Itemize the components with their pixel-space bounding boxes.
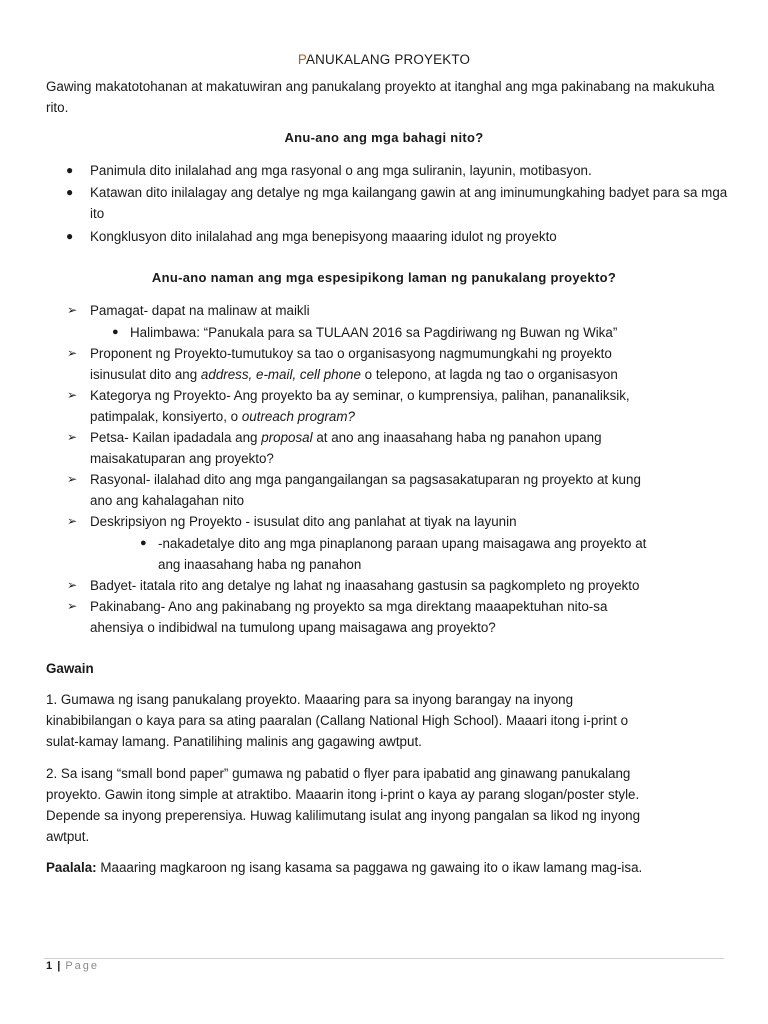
list-item-text: ano ang kahalagahan nito xyxy=(90,493,245,508)
list-item xyxy=(67,575,730,596)
list-item-text: Panimula dito inilalahad ang mga rasyonal o ang mga suliranin, layunin, motibasyon. xyxy=(90,163,592,178)
list-item-text: Halimbawa: “Panukala para sa TULAAN 2016 sa Pagdiriwang ng Buwan ng Wika” xyxy=(130,325,618,340)
footer-divider xyxy=(44,958,724,959)
paragraph-line: kinabibilangan o kaya para sa ating paaralan (Callang National High School). Maaari itong i-print o xyxy=(46,713,629,728)
list-item-text: Rasyonal- ilalahad dito ang mga pangangailangan sa pagsasakatuparan ng proyekto at kung xyxy=(90,472,641,487)
page-number: 1 xyxy=(46,960,54,972)
list-item-text: Badyet- itatala rito ang detalye ng lahat ng inaasahang gastusin sa pagkompleto ng proyekto xyxy=(90,578,640,593)
paragraph-line: sulat-kamay lamang. Panatilihing malinis ang gagawing awtput. xyxy=(46,734,422,749)
paragraph-line: 2. Sa isang “small bond paper” gumawa ng pabatid o flyer para ipabatid ang ginawang panukalang xyxy=(46,766,631,781)
paalala-label: Paalala: xyxy=(46,860,97,875)
list-item-text: Deskripsiyon ng Proyekto - isusulat dito ang panlahat at tiyak na layunin xyxy=(90,514,517,529)
list-item xyxy=(66,226,730,247)
gawain-item-1 xyxy=(46,689,726,752)
title-rest: ANUKALANG PROYEKTO xyxy=(306,52,471,67)
footer-separator: | xyxy=(57,960,62,972)
list-item xyxy=(66,182,730,224)
document-title xyxy=(0,52,768,67)
list-item-text: ang inaasahang haba ng panahon xyxy=(158,557,362,572)
list-item-text: Proponent ng Proyekto-tumutukoy sa tao o organisasyong nagmumungkahi ng proyekto xyxy=(90,346,612,361)
bullet-icon: ● xyxy=(66,163,74,177)
list-item xyxy=(66,160,730,181)
list-item-text: Pakinabang- Ano ang pakinabang ng proyekto sa mga direktang maaapektuhan nito-sa xyxy=(90,599,608,614)
list-item xyxy=(67,343,730,385)
list-item xyxy=(67,385,730,427)
arrow-bullet-icon: ➢ xyxy=(67,303,78,317)
arrow-bullet-icon: ➢ xyxy=(67,472,78,486)
list-item-text: -nakadetalye dito ang mga pinaplanong paraan upang maisagawa ang proyekto at xyxy=(158,536,647,551)
list-item xyxy=(67,300,730,321)
list-item-text: Kongklusyon dito inilalahad ang mga benepisyong maaaring idulot ng proyekto xyxy=(90,229,557,244)
paalala-text: Maaaring magkaroon ng isang kasama sa paggawa ng gawaing ito o ikaw lamang mag-isa. xyxy=(96,860,643,875)
arrow-bullet-icon: ➢ xyxy=(67,599,78,613)
title-first-letter: P xyxy=(297,52,307,67)
gawain-heading: Gawain xyxy=(46,661,94,676)
gawain-item-2 xyxy=(46,763,726,847)
list-item-text: at ano ang inaasahang haba ng panahon upang xyxy=(312,430,602,445)
section2-heading: Anu-ano naman ang mga espesipikong laman ng panukalang proyekto? xyxy=(151,270,617,285)
page-footer xyxy=(46,960,99,972)
list-item xyxy=(67,596,730,638)
list-item-text: Katawan dito inilalagay ang detalye ng mga kailangang gawin at ang iminumungkahing badyet para sa mga ito xyxy=(90,185,728,221)
list-item-text: Kategorya ng Proyekto- Ang proyekto ba ay seminar, o kumprensiya, palihan, pananaliksik, xyxy=(90,388,630,403)
list-item-italic: outreach program? xyxy=(241,409,355,424)
list-item xyxy=(140,533,718,575)
list-item-text: Petsa- Kailan ipadadala ang xyxy=(90,430,262,445)
paragraph-line: proyekto. Gawin itong simple at atraktibo. Maaarin itong i-print o kaya ay parang slogan/poster style. xyxy=(46,787,640,802)
paragraph-line: Depende sa inyong preperensiya. Huwag kalilimutang isulat ang inyong pangalan sa likod ng inyong xyxy=(46,808,641,823)
bullet-icon: ● xyxy=(140,537,147,549)
intro-paragraph: Gawing makatotohanan at makatuwiran ang panukalang proyekto at itanghal ang mga pakinabang na makukuha rito. xyxy=(46,79,715,115)
list-item xyxy=(67,511,730,532)
list-item xyxy=(67,427,730,469)
bullet-icon: ● xyxy=(112,326,119,338)
bullet-icon: ● xyxy=(66,229,74,243)
paalala-note xyxy=(46,857,726,878)
arrow-bullet-icon: ➢ xyxy=(67,346,78,360)
arrow-bullet-icon: ➢ xyxy=(67,388,78,402)
bullet-icon: ● xyxy=(66,185,74,199)
arrow-bullet-icon: ➢ xyxy=(67,430,78,444)
page-label: Page xyxy=(65,960,100,972)
paragraph-line: 1. Gumawa ng isang panukalang proyekto. Maaaring para sa inyong barangay na inyong xyxy=(46,692,574,707)
arrow-bullet-icon: ➢ xyxy=(67,578,78,592)
section1-heading: Anu-ano ang mga bahagi nito? xyxy=(284,130,484,145)
list-item xyxy=(67,469,730,511)
list-item-text: ahensiya o indibidwal na tumulong upang maisagawa ang proyekto? xyxy=(90,620,496,635)
list-item-text: patimpalak, konsiyerto, o xyxy=(90,409,242,424)
list-item-italic: proposal xyxy=(261,430,313,445)
arrow-bullet-icon: ➢ xyxy=(67,514,78,528)
list-item-text: isinusulat dito ang xyxy=(90,367,201,382)
list-item-text: o telepono, at lagda ng tao o organisasyon xyxy=(360,367,618,382)
list-item-text: maisakatuparan ang proyekto? xyxy=(90,451,274,466)
list-item-text: Pamagat- dapat na malinaw at maikli xyxy=(90,303,310,318)
list-item xyxy=(112,322,730,343)
list-item-italic: address, e-mail, cell phone xyxy=(200,367,361,382)
paragraph-line: awtput. xyxy=(46,829,90,844)
